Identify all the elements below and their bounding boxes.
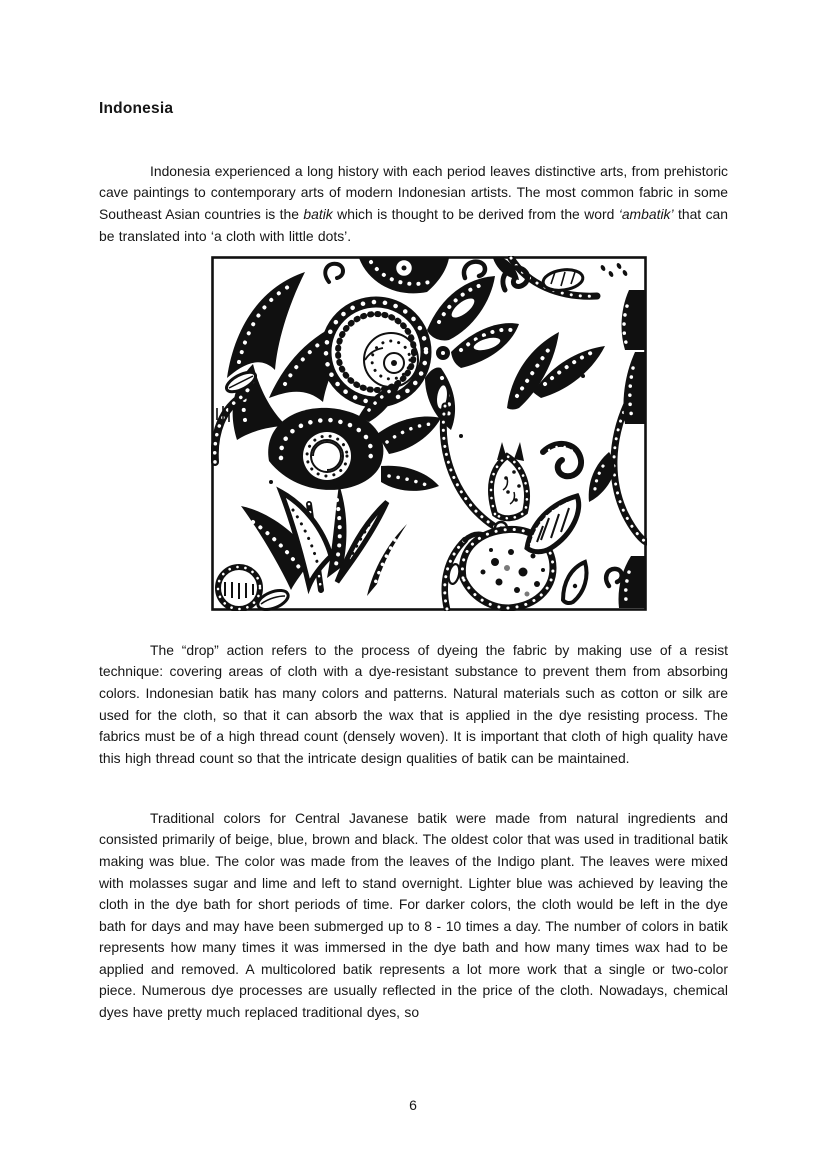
paragraph-colors: Traditional colors for Central Javanese batik were made from natural ingredients and consisted primarily of beige, blue, brown and black. The oldest color that was used in traditional batik making was blue. The color was made from the leaves of the Indigo plant. The leaves were mixed with molasses sugar and lime and left to stand overnight. Lighter blue was achieved by leaving the cloth in the dye bath for short periods of time. For darker colors, the cloth would be left in the dye bath for days and may have been submerged up to 8 - 10 times a day. The number of colors in batik represents how many times it was immersed in the dye bath and how many times wax had to be applied and removed. A multicolored batik represents a lot more work that a single or two-color piece. Numerous dye processes are usually reflected in the price of the cloth. Nowadays, chemical dyes have pretty much replaced traditional dyes, so <box>99 809 728 1020</box>
batik-pattern-image <box>211 256 647 611</box>
page-number: 6 <box>409 1097 417 1113</box>
paragraph-process: The “drop” action refers to the process of dyeing the fabric by making use of a resist technique: covering areas of cloth with a dye-resistant substance to prevent them from absorbing colors. Indonesian batik has many colors and patterns. Natural materials such as cotton or silk are used for the cloth, so that it can absorb the wax that is applied in the dye resisting process. The fabrics must be of a high thread count (densely woven). It is important that cloth of high quality have this high thread count so that the intricate design qualities of batik can be maintained. <box>99 641 728 766</box>
paragraph-intro: Indonesia experienced a long history with each period leaves distinctive arts, from prehistoric cave paintings to contemporary arts of modern Indonesian artists. The most common fabric in some Southeast Asian countries is the batik which is thought to be derived from the word ‘ambatik’ that can be translated into ‘a cloth with little dots’. <box>99 162 728 244</box>
batik-figure <box>211 256 647 611</box>
page-title: Indonesia <box>99 100 174 117</box>
